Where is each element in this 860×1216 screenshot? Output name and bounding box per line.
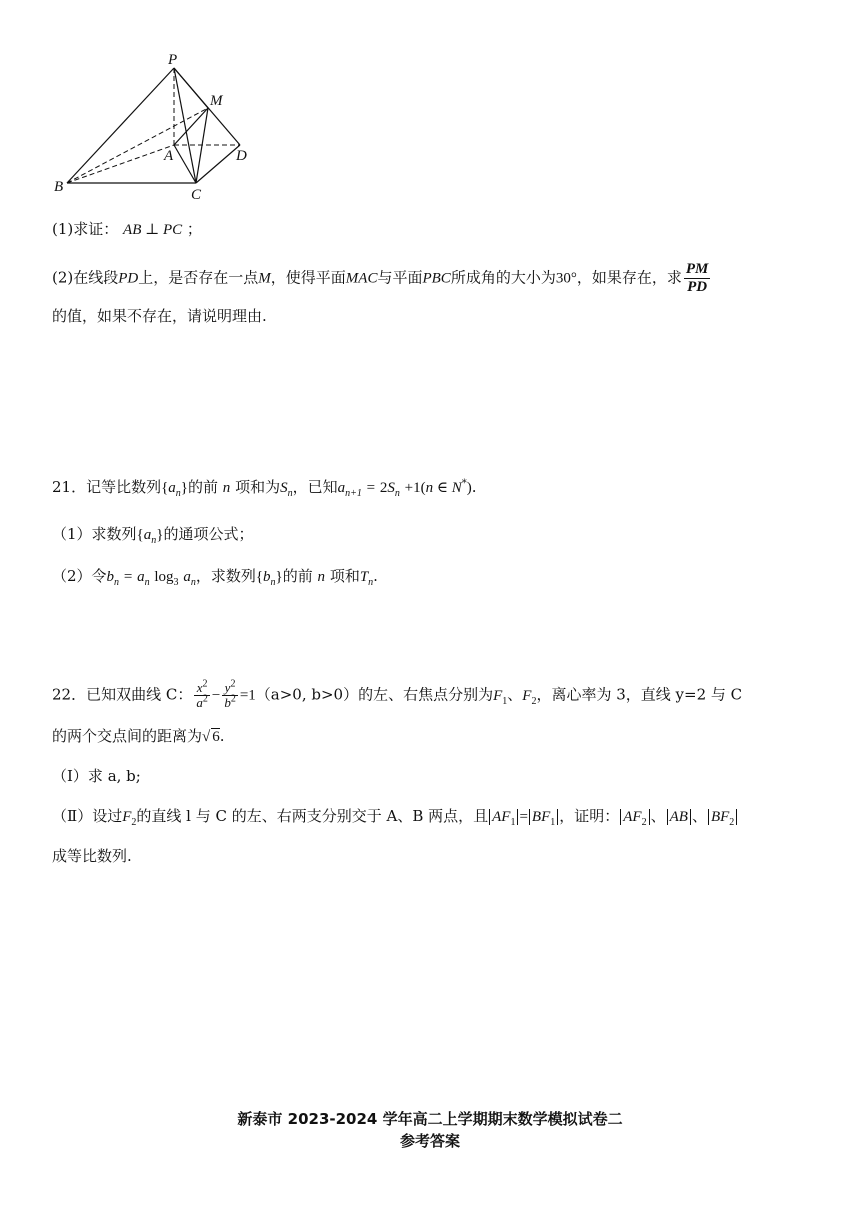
q22-f2: F [122,809,132,825]
label-A: A [164,148,174,164]
q21-end: . [373,567,378,585]
q20-part2 [52,261,712,296]
frac-a: a [196,695,203,710]
frac-x: x [196,680,203,695]
q22-eq: =1 [239,687,256,704]
q22-part2-line2: 成等比数列. [52,847,132,865]
q21-two: 2 [379,480,388,496]
q21-eq: = [366,480,376,496]
q22-line2: 的两个交点间的距离为√ 6. [52,727,225,745]
q20-m: M [258,270,271,287]
q21-text: 项和 [329,567,360,585]
q22-frac-x: $\frac{x^2}{a^2}$ [196,678,208,710]
q22-sqrt: 6 [212,729,220,745]
q21-domain: n ∈ N [425,480,462,496]
q20-text: (2)在线段 [52,268,119,287]
q20-pbc: PBC [422,270,451,287]
q21-text: （1）求数列 [52,525,137,543]
q20-angle: 30° [555,270,577,287]
label-C: C [191,187,202,203]
label-D: D [236,148,247,164]
q21-text: 的前 [188,478,219,496]
answer-section-subtitle: 参考答案 [399,1132,460,1150]
q21-end: . [471,478,477,496]
q20-fraction [684,261,711,296]
edge-BA [67,145,174,183]
q20-part1 [52,219,202,240]
q22-text: ，离心率为 3，直线 y=2 与 C [536,685,743,704]
label-P: P [168,52,178,68]
q21-intro: 21．记等比数列$\{a_n\}$的前 n 项和为$S_n$，已知$a_{n+1} = 2S_n +1(n$ ∈ N*). [52,478,477,499]
q22-text: （Ⅱ）设过 [52,807,123,825]
label-B: B [54,179,64,195]
q21-text: ，求数列 [195,567,256,585]
q20-text: ，使得平面 [270,268,346,287]
edge-PM-solid [174,68,208,108]
q21-text: 的通项公式； [163,525,254,543]
edge-PB [67,68,174,183]
q22-text: 的直线 l 与 C 的左、右两支分别交于 A、B 两点，且 [136,807,489,825]
q22-part2: （Ⅱ）设过$F_2$的直线 l 与 C 的左、右两支分别交于 A、B 两点，且 $AF_1 = BF_1$ ，证明： $AF_2$ 、 AB 、 $BF_2$ [52,806,738,827]
q22-part1: （Ⅰ）求 a, b; [52,767,141,785]
q21-part1: （1）求数列$\{a_n\}$的通项公式； [52,525,254,546]
pyramid-figure [40,50,270,205]
q22-text: 的两个交点间的距离为 [52,727,203,745]
edge-CD [196,145,240,183]
q20-text: ，如果存在，求 [576,268,682,287]
q21-text: 项和为 [235,478,281,496]
q21-n: n [222,480,231,496]
q22-text: 22．已知双曲线 C： [52,685,193,704]
q22-text: ，证明： [559,807,620,825]
q21-text: ，已知 [292,478,338,496]
answer-section-title: 新泰市 2023-2024 学年高二上学期期末数学模拟试卷二 [237,1110,623,1128]
q20-pd: PD [118,270,139,287]
q22-frac-y: $\frac{y^2}{b^2}$ [224,678,236,710]
q22-f1: F [493,687,503,704]
q20-part1-expr: AB ⊥ PC [123,222,183,238]
q22-intro: 22．已知双曲线 C： $\frac{x^2}{a^2}$ − $\frac{y^2}{b^2}$ =1（a>0, b>0）的左、右焦点分别为$F_1$、$F_2$，离心率为 3，直线 y=2 与 C [52,678,743,710]
q21-part2: （2）令$b_n = a_n$ $\log_3 a_n$，求数列$\{b_n\}$的前 n 项和$T_n$. [52,567,378,588]
frac-y: y [224,680,231,695]
q21-text: 的前 [282,567,313,585]
q22-end: . [219,727,225,745]
q20-part1-suffix: ； [186,220,202,238]
label-M: M [210,93,223,109]
q21-text: 21．记等比数列 [52,478,162,496]
q21-plus1: +1 [404,480,421,496]
q22-sep: 、 [507,685,523,704]
q20-text: 所成角的大小为 [450,268,556,287]
q20-text: 上，是否存在一点 [138,268,259,287]
q21-n: n [317,569,326,585]
q21-text: （2）令 [52,567,107,585]
q20-part2-line2: 的值，如果不存在，请说明理由. [52,307,267,325]
q20-text: 与平面 [377,268,423,287]
frac-denominator: PD [684,278,711,296]
q20-part1-label: (1)求证： [52,220,119,238]
frac-numerator: PM [685,261,709,277]
q22-f2: F [522,687,532,704]
frac-b: b [224,695,231,710]
q20-mac: MAC [345,270,378,287]
q22-text: （a>0, b>0）的左、右焦点分别为 [255,685,494,704]
